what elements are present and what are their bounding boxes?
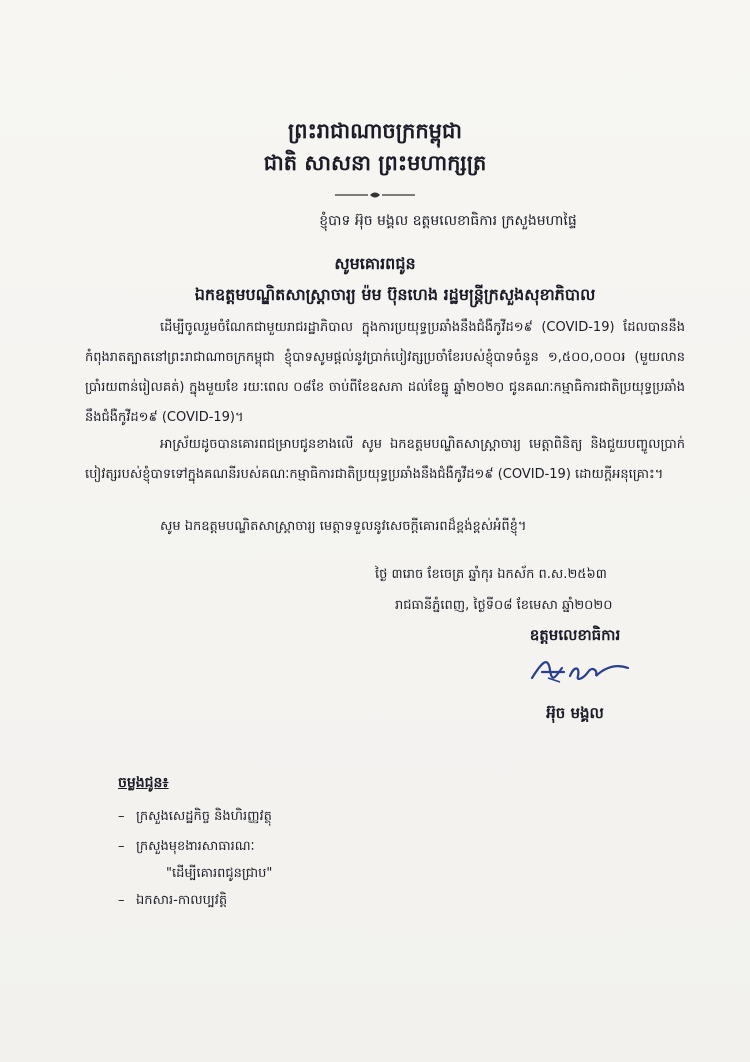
salutation: សូមគោរពជូន bbox=[334, 254, 416, 273]
sender-line: ខ្ញុំបាទ អ៊ុច មង្គល ឧត្តមលេខាធិការ ក្រសួងមហាផ្ទៃ bbox=[319, 213, 577, 229]
cc-heading: ចម្លងជូន៖ bbox=[118, 775, 169, 791]
signatory-title: ឧត្តមលេខាធិការ bbox=[529, 626, 621, 644]
ornament-divider bbox=[330, 190, 420, 200]
signatory-name: អ៊ុច មង្គល bbox=[546, 704, 604, 722]
motto-header: ជាតិ សាសនា ព្រះមហាក្សត្រ bbox=[263, 151, 487, 175]
cc-list bbox=[118, 802, 538, 916]
lunar-date: ថ្ងៃ ៣រោច ខែចេត្រ ឆ្នាំកុរ ឯកស័ក ព.ស.២៥៦៣ bbox=[375, 567, 607, 582]
body-paragraph-1: ដើម្បីចូលរួមចំណែកជាមួយរាជរដ្ឋាភិបាល ក្នុងការប្រយុទ្ធប្រឆាំងនឹងជំងឺកូវីដ១៩ (COVID-19) ដែលបាននឹងកំពុងរាតត្បាតនៅព្រះរាជាណាចក្រកម្ពុជា ខ្ញុំបាទសូមផ្តល់នូវប្រាក់បៀវត្សប្រចាំខែរបស់ខ្ញុំបាទចំនួន ១,៥០០,០០០៛ (មួយលានប្រាំរយពាន់រៀលគត់) ក្នុងមួយខែ រយៈពេល ០៨ខែ ចាប់ពីខែឧសភា ដល់ខែធ្នូ ឆ្នាំ២០២០ ជូនគណៈកម្មាធិការជាតិប្រយុទ្ធប្រឆាំងនឹងជំងឺកូវីដ១៩ (COVID-19)។ bbox=[85, 320, 685, 425]
list-item: – ក្រសួងមុខងារសាធារណៈ bbox=[118, 839, 255, 854]
list-item: – ឯកសារ-កាលប្បវត្តិ bbox=[118, 893, 228, 908]
handwritten-signature bbox=[520, 648, 640, 692]
body-paragraph-3: សូម ឯកឧត្តមបណ្ឌិតសាស្ត្រាចារ្យ មេត្តាទទួលនូវសេចក្តីគោរពដ៏ខ្ពង់ខ្ពស់អំពីខ្ញុំ។ bbox=[160, 519, 527, 534]
list-item-note: "ដើម្បីគោរពជូនជ្រាប" bbox=[166, 866, 273, 881]
kingdom-header: ព្រះរាជាណាចក្រកម្ពុជា bbox=[287, 119, 462, 143]
body-paragraph-2: អាស្រ័យដូចបានគោរពជម្រាបជូនខាងលើ សូម ឯកឧត្តមបណ្ឌិតសាស្ត្រាចារ្យ មេត្តាពិនិត្យ និងជួយបញ្ចូលប្រាក់បៀវត្សរបស់ខ្ញុំបាទទៅក្នុងគណនីរបស់គណៈកម្មាធិការជាតិប្រយុទ្ធប្រឆាំងនឹងជំងឺកូវីដ១៩ (COVID-19) ដោយក្តីអនុគ្រោះ។ bbox=[85, 437, 685, 482]
list-item: – ក្រសួងសេដ្ឋកិច្ច និងហិរញ្ញវត្ថុ bbox=[118, 809, 272, 824]
solar-date: រាជធានីភ្នំពេញ, ថ្ងៃទី០៨ ខែមេសា ឆ្នាំ២០២០ bbox=[395, 598, 613, 613]
recipient-name: ឯកឧត្តមបណ្ឌិតសាស្ត្រាចារ្យ ម៉ម ប៊ុនហេង រដ្ឋមន្ត្រីក្រសួងសុខាភិបាល bbox=[194, 285, 596, 304]
